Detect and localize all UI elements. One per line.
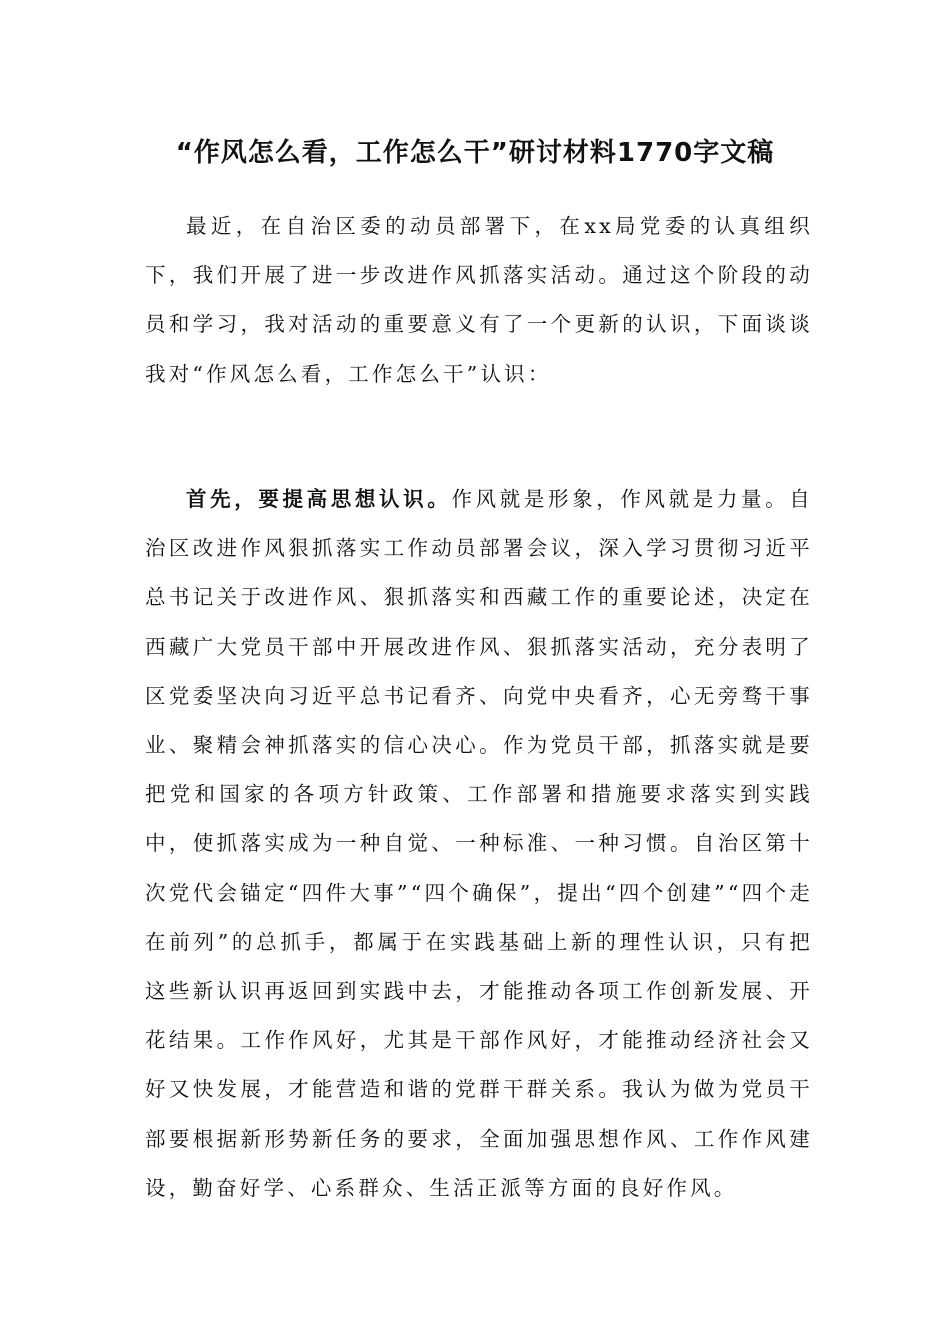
document-title: “作风怎么看，工作怎么干”研讨材料1770字文稿 — [175, 138, 775, 168]
paragraph-intro — [145, 202, 813, 399]
paragraph-first-point-text: 作风就是形象，作风就是力量。自治区改进作风狠抓落实工作动员部署会议，深入学习贯彻习近平总书记关于改进作风、狠抓落实和西藏工作的重要论述，决定在西藏广大党员干部中开展改进作风、狠抓落实活动，充分表明了区党委坚决向习近平总书记看齐、向党中央看齐，心无旁骛干事业、聚精会神抓落实的信心决心。作为党员干部，抓落实就是要把党和国家的各项方针政策、工作部署和措施要求落实到实践中，使抓落实成为一种自觉、一种标准、一种习惯。自治区第十次党代会锚定“四件大事”“四个确保”，提出“四个创建”“四个走在前列”的总抓手，都属于在实践基础上新的理性认识，只有把这些新认识再返回到实践中去，才能推动各项工作创新发展、开花结果。工作作风好，尤其是干部作风好，才能推动经济社会又好又快发展，才能营造和谐的党群干群关系。我认为做为党员干部要根据新形势新任务的要求，全面加强思想作风、工作作风建设，勤奋好学、心系群众、生活正派等方面的良好作风。 — [145, 487, 813, 1200]
paragraph-lead-heading: 首先，要提高思想认识。 — [186, 487, 452, 511]
paragraph-intro-text: 最近，在自治区委的动员部署下，在xx局党委的认真组织下，我们开展了进一步改进作风抓落实活动。通过这个阶段的动员和学习，我对活动的重要意义有了一个更新的认识，下面谈谈我对“作风怎么看，工作怎么干”认识： — [145, 214, 813, 386]
paragraph-first-point — [145, 475, 813, 1213]
